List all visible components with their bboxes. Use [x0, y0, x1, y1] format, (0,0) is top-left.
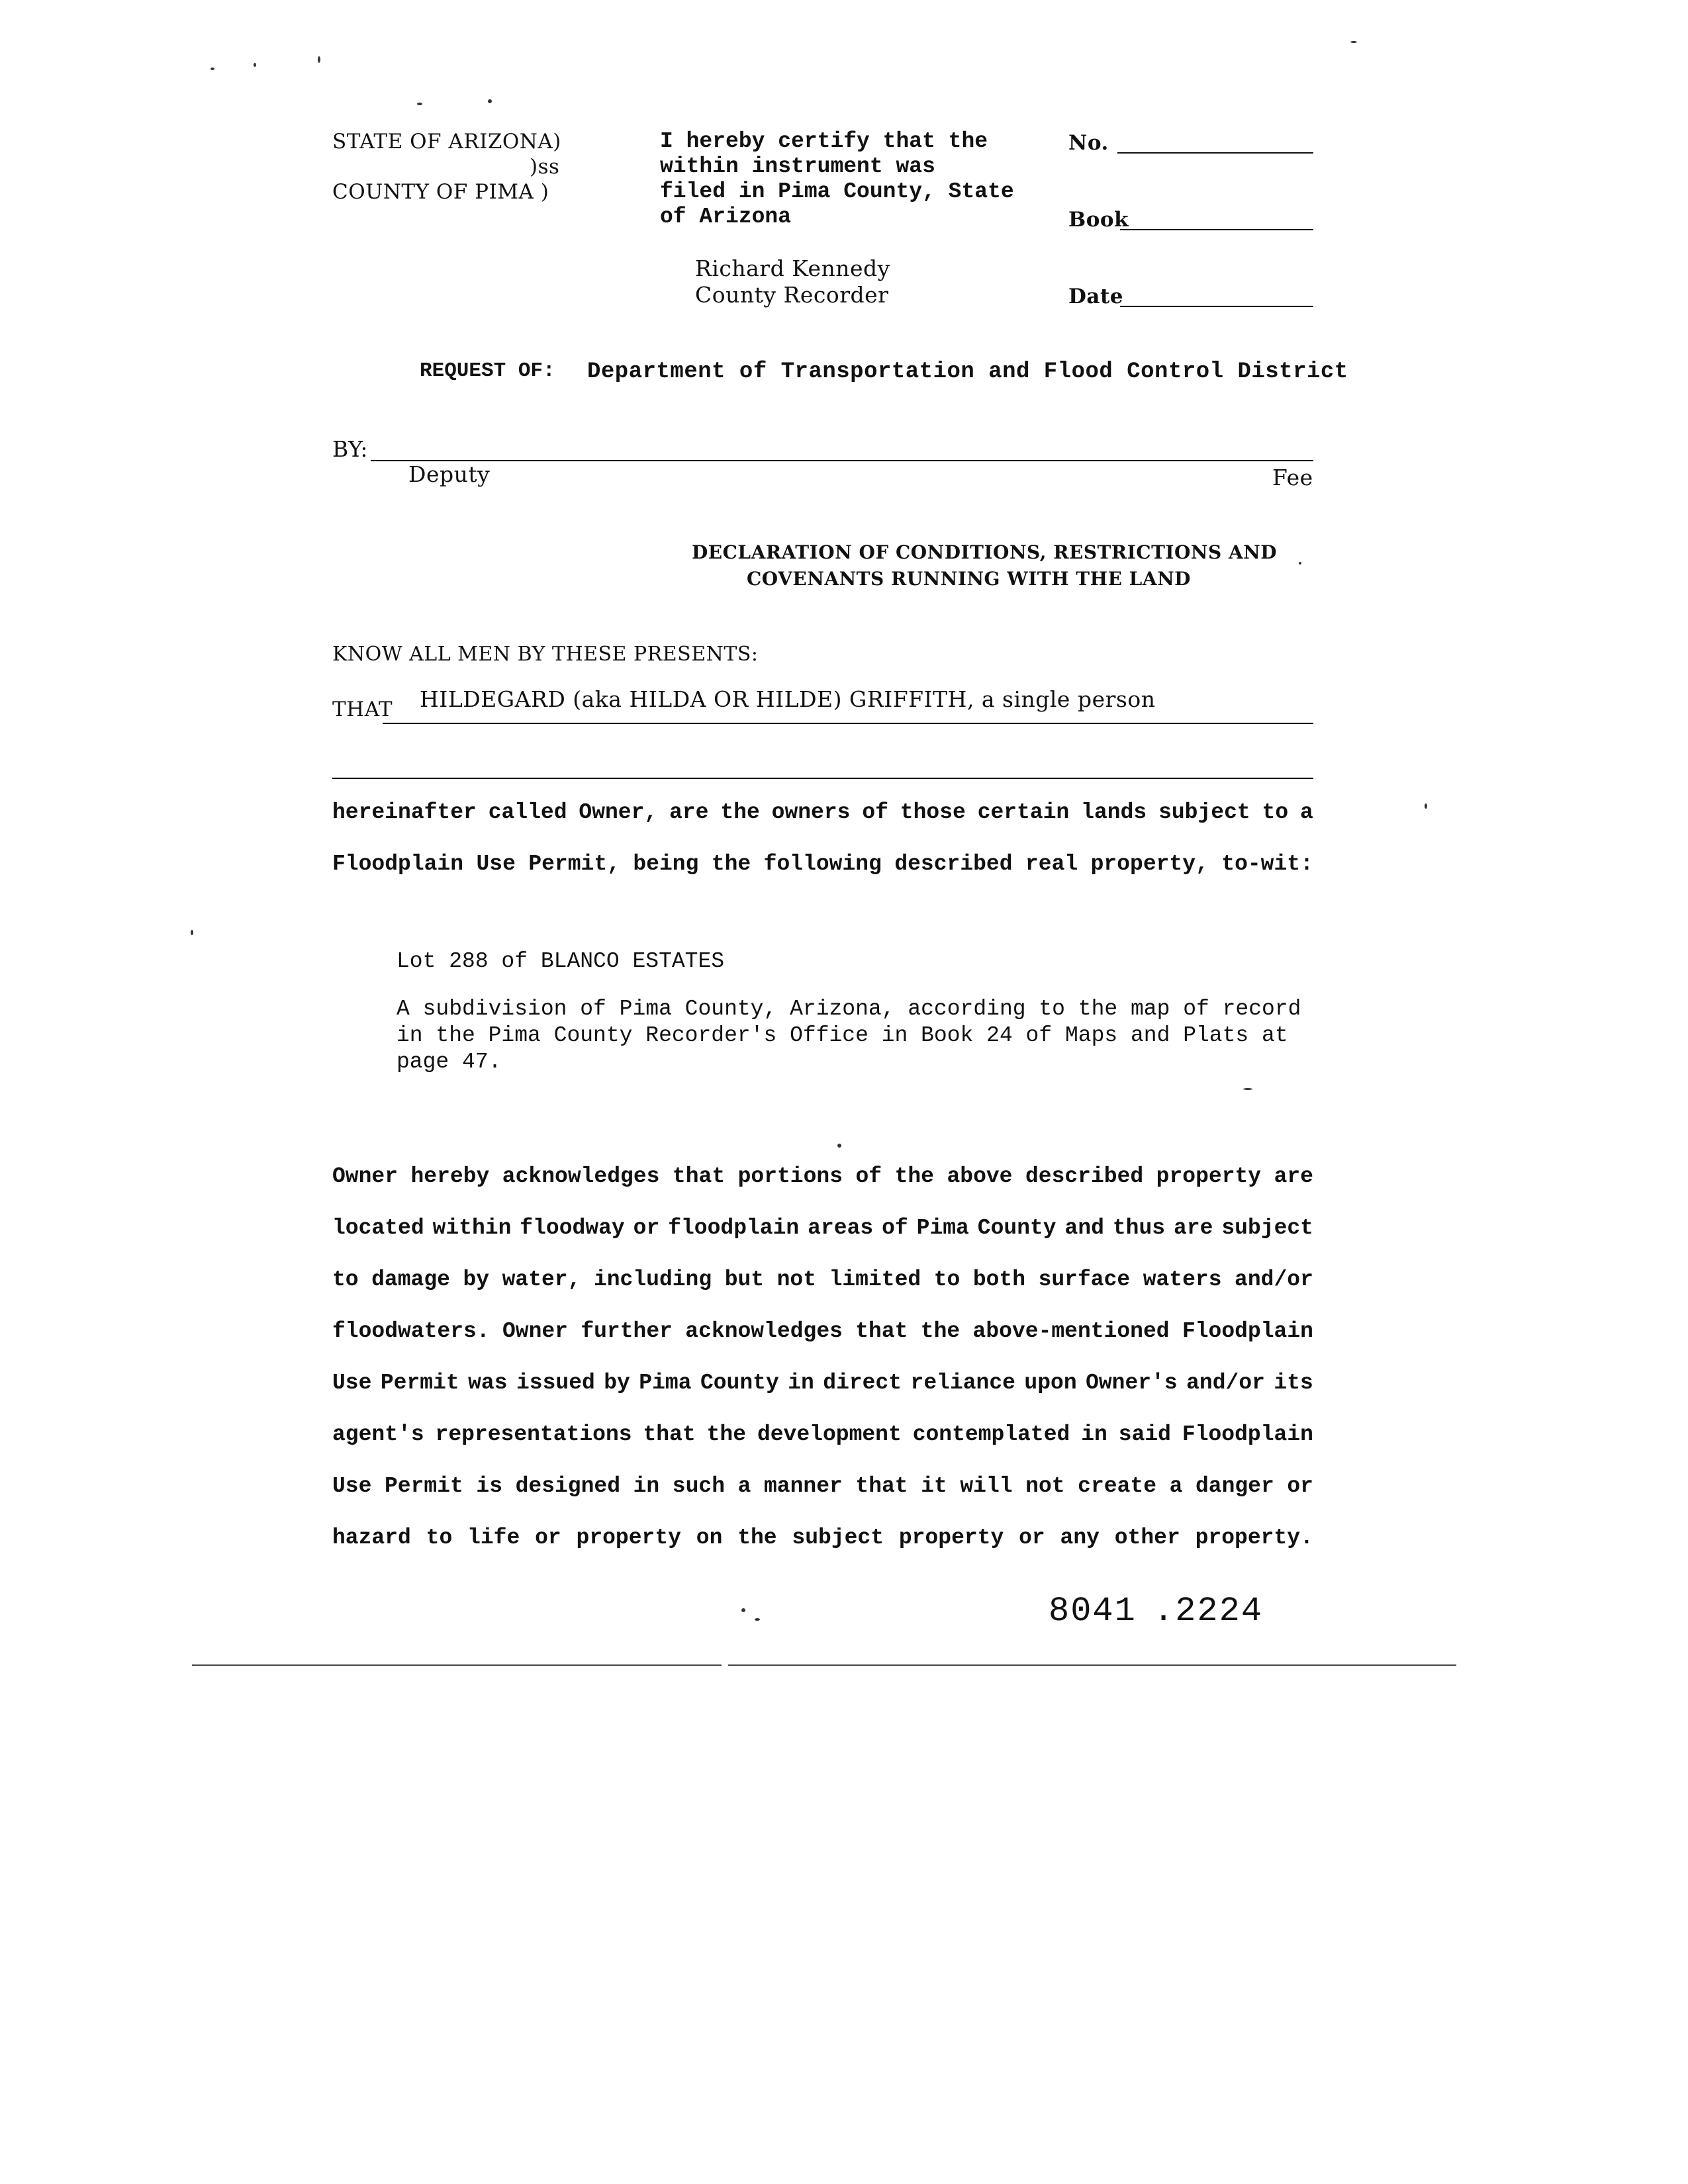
- request-label: REQUEST OF:: [420, 359, 555, 383]
- lot-line: Lot 288 of BLANCO ESTATES: [397, 949, 725, 974]
- property-desc-line-3: page 47.: [397, 1050, 502, 1074]
- date-field-line: [1120, 306, 1313, 307]
- docket-number-left: 8041: [1049, 1592, 1137, 1631]
- property-desc-line-2: in the Pima County Recorder's Office in Book 24 of Maps and Plats at: [397, 1023, 1288, 1048]
- scan-speck: [488, 99, 492, 103]
- that-label: THAT: [332, 698, 393, 721]
- ack-para-line-3: to damage by water, including but not limited to both surface waters and/or: [332, 1267, 1313, 1292]
- scan-speck: [1299, 562, 1301, 565]
- ss-line: )ss: [530, 155, 560, 179]
- ack-para-line-7: Use Permit is designed in such a manner that it will not create a danger or: [332, 1474, 1313, 1498]
- scan-speck: [254, 63, 256, 67]
- date-label: Date: [1068, 285, 1124, 308]
- county-line: COUNTY OF PIMA ): [332, 180, 549, 204]
- book-field-line: [1120, 229, 1313, 230]
- ack-para-line-1: Owner hereby acknowledges that portions of the above described property are: [332, 1164, 1313, 1189]
- certify-line-1: I hereby certify that the: [660, 129, 988, 154]
- deputy-label: Deputy: [408, 461, 491, 487]
- scan-speck: [1243, 1088, 1252, 1090]
- ack-para-line-4: floodwaters. Owner further acknowledges that the above-mentioned Floodplain: [332, 1319, 1313, 1343]
- scan-edge-line-2: [728, 1664, 1456, 1666]
- scan-speck: [755, 1618, 760, 1621]
- ack-para-line-8: hazard to life or property on the subject property or any other property.: [332, 1525, 1313, 1550]
- scan-speck: [1425, 803, 1427, 809]
- that-line-2: [332, 778, 1313, 779]
- that-line-1: [383, 723, 1313, 724]
- no-label: No.: [1068, 131, 1109, 155]
- intro-text: KNOW ALL MEN BY THESE PRESENTS:: [332, 643, 759, 666]
- docket-number-right: .2224: [1153, 1592, 1264, 1631]
- by-label: BY:: [332, 436, 368, 462]
- state-line: STATE OF ARIZONA): [332, 130, 561, 154]
- scan-speck: [318, 56, 320, 63]
- scan-speck: [741, 1608, 745, 1612]
- scan-edge-line-1: [192, 1664, 722, 1666]
- ack-para-line-2: located within floodway or floodplain areas of Pima County and thus are subject: [332, 1216, 1313, 1240]
- ack-para-line-6: agent's representations that the development contemplated in said Floodplain: [332, 1422, 1313, 1447]
- that-value: HILDEGARD (aka HILDA OR HILDE) GRIFFITH, a single person: [420, 686, 1156, 712]
- scan-speck: [211, 68, 214, 70]
- no-field-line: [1117, 152, 1313, 154]
- by-signature-line: [371, 460, 1313, 461]
- owners-para-line-1: hereinafter called Owner, are the owners of those certain lands subject to a: [332, 800, 1313, 825]
- declaration-title-line-1: DECLARATION OF CONDITIONS, RESTRICTIONS AND: [692, 541, 1278, 563]
- scan-speck: [417, 103, 422, 105]
- scan-speck: [837, 1144, 841, 1148]
- ack-para-line-5: Use Permit was issued by Pima County in direct reliance upon Owner's and/or its: [332, 1371, 1313, 1395]
- fee-label: Fee: [1272, 465, 1313, 490]
- property-desc-line-1: A subdivision of Pima County, Arizona, according to the map of record: [397, 997, 1301, 1021]
- certify-line-3: filed in Pima County, State: [660, 179, 1014, 204]
- recorder-title: County Recorder: [695, 282, 889, 308]
- request-value: Department of Transportation and Flood Control District: [587, 359, 1348, 385]
- scan-speck: [191, 930, 193, 935]
- owners-para-line-2: Floodplain Use Permit, being the following described real property, to-wit:: [332, 852, 1313, 876]
- certify-line-4: of Arizona: [660, 205, 792, 229]
- declaration-title-line-2: COVENANTS RUNNING WITH THE LAND: [747, 568, 1191, 590]
- recorder-name: Richard Kennedy: [695, 255, 890, 281]
- scan-speck: [1350, 41, 1357, 43]
- certify-line-2: within instrument was: [660, 154, 935, 179]
- book-label: Book: [1068, 208, 1129, 232]
